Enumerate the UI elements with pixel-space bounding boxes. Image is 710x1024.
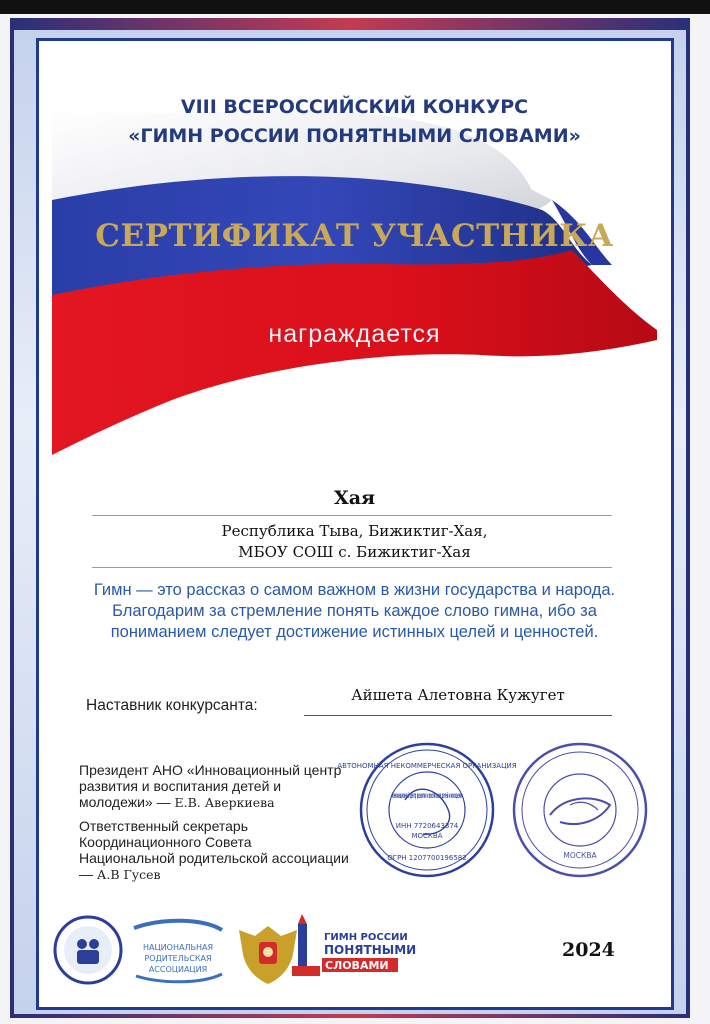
- divider: [92, 567, 612, 568]
- certificate-card: [52, 50, 657, 1000]
- anthem-quote: Гимн — это рассказ о самом важном в жизни государства и народа. Благодарим за стремление понять каждое слово гимна, ибо за пониманием следует достижение истинных целей и ценностей.: [93, 581, 616, 641]
- top-bar: [0, 0, 710, 14]
- recipient-address-line1: Республика Тыва, Бижиктиг-Хая,: [221, 522, 488, 540]
- certificate-year: 2024: [562, 939, 615, 961]
- stamp-city: МОСКВА: [411, 832, 443, 840]
- mentor-underline: [304, 715, 612, 716]
- anthem-contest-logo: [292, 914, 416, 976]
- signatory-role: Президент АНО «Инновационный центр развития и воспитания детей и молодежи» —: [79, 762, 342, 810]
- stamp-inn: ИНН 7720643374: [395, 822, 459, 830]
- logo-text: ПОНЯТНЫМИ: [324, 943, 417, 957]
- stamp-city: МОСКВА: [563, 851, 597, 860]
- signatory-role: Ответственный секретарь Координационного Совета Национальной родительской ассоциации —: [79, 818, 349, 882]
- divider: [92, 515, 612, 516]
- stamp-text: АВТОНОМНАЯ НЕКОММЕРЧЕСКАЯ ОРГАНИЗАЦИЯ: [337, 762, 517, 770]
- stamp-center-text: «Инновационный центр развития и воспитания детей и молодежи»: [391, 791, 464, 800]
- innovation-center-logo: [55, 917, 121, 983]
- awarded-label: награждается: [268, 320, 441, 348]
- seal-stamp-innovation-center: [337, 740, 517, 880]
- coat-of-arms-logo: [239, 926, 297, 984]
- mentor-name: Айшета Алетовна Кужугет: [351, 686, 565, 704]
- logo-text: АССОЦИАЦИЯ: [148, 965, 208, 974]
- signatory-name: Е.В. Аверкиева: [174, 795, 275, 810]
- contest-title-line2: «ГИМН РОССИИ ПОНЯТНЫМИ СЛОВАМИ»: [128, 125, 581, 147]
- seal-stamp-parent-association: [510, 740, 650, 880]
- logo-text: РОДИТЕЛЬСКАЯ: [144, 954, 212, 963]
- stamp-ogrn: ОГРН 1207700196582: [387, 854, 467, 862]
- logo-text: НАЦИОНАЛЬНАЯ: [142, 943, 214, 952]
- mentor-label: Наставник конкурсанта:: [86, 697, 258, 714]
- certificate-title: СЕРТИФИКАТ УЧАСТНИКА: [95, 218, 614, 254]
- recipient-name: Хая: [333, 487, 376, 509]
- signatory-name: А.В Гусев: [96, 867, 161, 882]
- contest-title-line1: VIII ВСЕРОССИЙСКИЙ КОНКУРС: [180, 96, 529, 118]
- logo-text: ГИМН РОССИИ: [324, 932, 408, 943]
- logo-text: СЛОВАМИ: [325, 959, 389, 972]
- signatory-president: [79, 762, 349, 811]
- recipient-address-line2: МБОУ СОШ с. Бижиктиг-Хая: [238, 543, 471, 561]
- parent-association-logo: [134, 921, 222, 982]
- signatory-secretary: [79, 818, 349, 883]
